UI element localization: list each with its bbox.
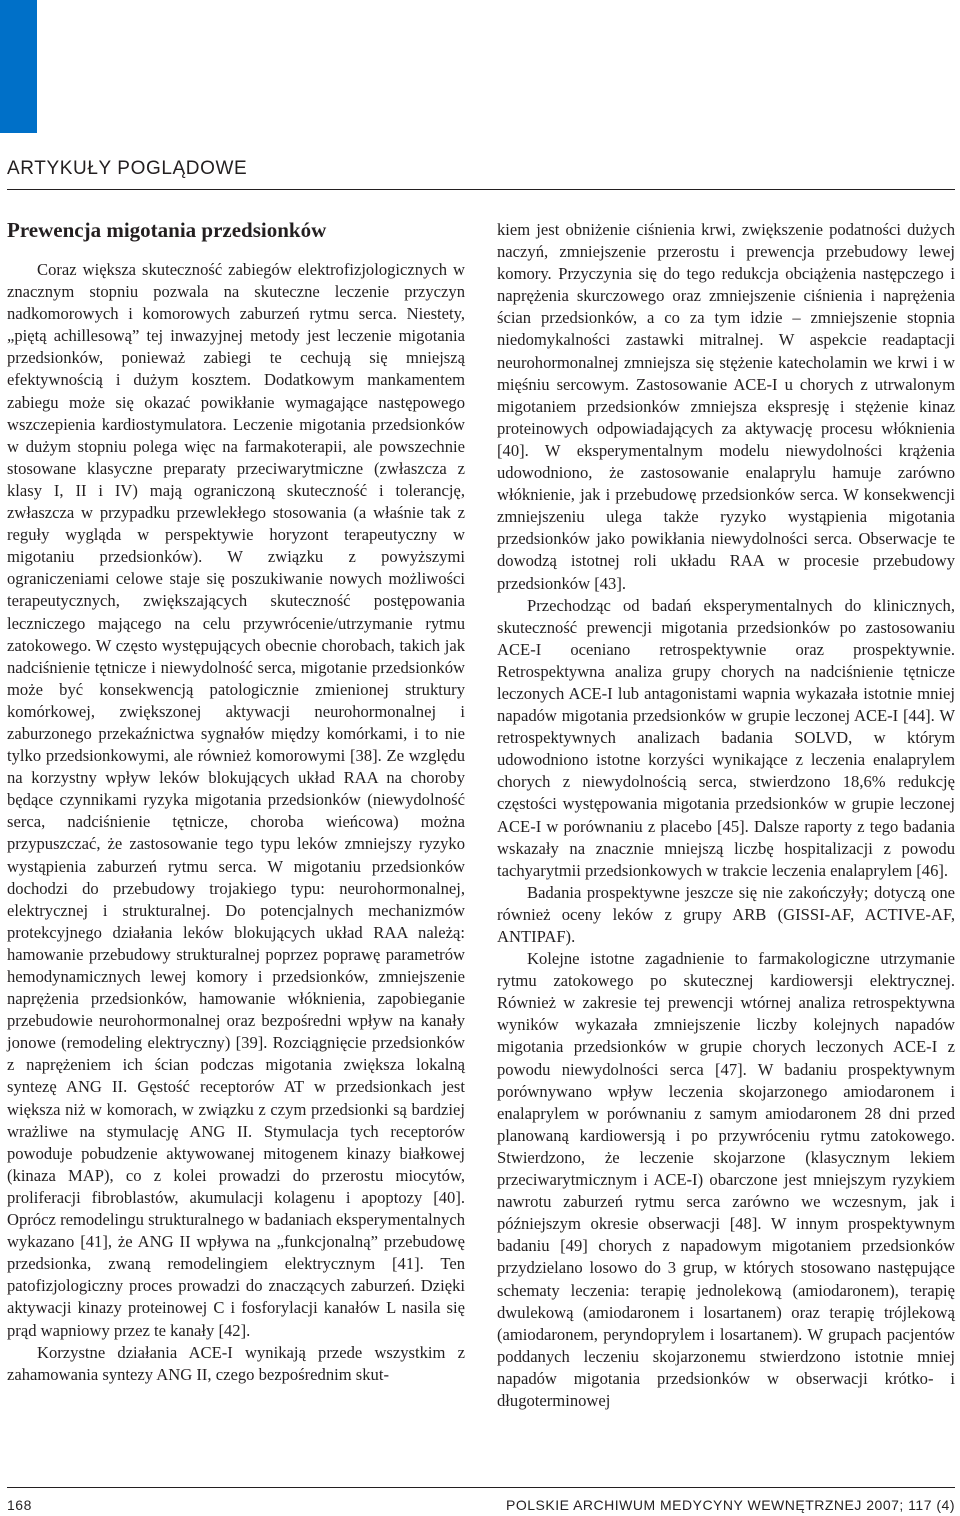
journal-color-tab	[0, 0, 37, 133]
paragraph: Coraz większa skuteczność zabiegów elektrofizjologicznych w znacznym stopniu pozwala na skuteczne leczenie przyczyn nadkomorowych i komorowych zaburzeń rytmu serca. Niestety, „piętą achillesową” tej inwazyjnej metody jest leczenie migotania przedsionków, ponieważ zabiegi te cechują się mniejszą efektywnością i dużym kosztem. Dodatkowym mankamentem zabiegu może się okazać powikłanie wymagające następowego wszczepienia kardiostymulatora. Leczenie migotania przedsionków w dużym stopniu polega więc na farmakoterapii, ale powszechnie stosowane klasyczne preparaty przeciwarytmiczne (zwłaszcza z klasy I, II i IV) mają ograniczoną skuteczność i tolerancję, zwłaszcza w przypadku przewlekłego stosowania (a właśnie tak z reguły wygląda w perspektywie horyzont terapeutyczny w migotaniu przedsionków). W związku z powyższymi ograniczeniami celowe staje się poszukiwanie nowych możliwości terapeutycznych, zwiększających skuteczność postępowania leczniczego mającego na celu przywrócenie/utrzymanie rytmu zatokowego. W często występujących obecnie chorobach, takich jak nadciśnienie tętnicze i niewydolność serca, migotanie przedsionków może być konsekwencją patologicznie zmienionej struktury komórkowej, zwiększonej aktywacji neurohormonalnej i zaburzonego przekaźnictwa sygnałów między komórkami, i to nie tylko przedsionkowymi, ale również komorowymi [38]. Ze względu na korzystny wpływ leków blokujących układ RAA na choroby będące czynnikami ryzyka migotania przedsionków (niewydolność serca, nadciśnienie tętnicze, choroba wieńcowa) można przypuszczać, że zastosowanie tego typu leków zmniejszy ryzyko wystąpienia zaburzeń rytmu serca. W migotaniu przedsionków dochodzi do przebudowy trojakiego typu: neurohormonalnej, elektrycznej i strukturalnej. Do potencjalnych mechanizmów protekcyjnego działania leków blokujących układ RAA należą: hamowanie przebudowy strukturalnej poprzez poprawę parametrów hemodynamicznych lewej komory i przedsionków, zmniejszenie naprężenia przedsionków, hamowanie włóknienia, zapobieganie przebudowie neurohormonalnej oraz bezpośredni wpływ na kanały jonowe (remodeling elektryczny) [39]. Rozciągnięcie przedsionków z naprężeniem ich ścian podczas migotania zwiększa lokalną syntezę ANG II. Gęstość receptorów AT w przedsionkach jest większa niż w komorach, w związku z czym przedsionki są bardziej wrażliwe na stymulację ANG II. Stymulacja tych receptorów powoduje pobudzenie aktywowanej mitogenem kinazy białkowej (kinaza MAP), co z kolei prowadzi do przerostu miocytów, proliferacji fibroblastów, akumulacji kolagenu i apoptozy [40]. Oprócz remodelingu strukturalnego w badaniach eksperymentalnych wykazano [41], że ANG II wpływa na „funkcjonalną” przebudowę przedsionka, zwaną remodelingiem elektrycznym [41]. Ten patofizjologiczny proces prowadzi do znaczących zaburzeń. Dzięki aktywacji kinazy proteinowej C i fosforylacji kanałów L nasila się prąd wapniowy przez te kanały [42].	[7, 260, 465, 1340]
paragraph: Badania prospektywne jeszcze się nie zakończyły; dotyczą one również oceny leków z grupy ARB (GISSI-AF, ACTIVE-AF, ANTIPAF).	[497, 882, 955, 946]
left-column	[7, 217, 465, 1386]
page-number: 168	[7, 1497, 32, 1513]
section-label: ARTYKUŁY POGLĄDOWE	[7, 158, 248, 179]
header-rule	[7, 189, 955, 190]
paragraph: Korzystne działania ACE-I wynikają przede wszystkim z zahamowania syntezy ANG II, czego bezpośrednim skut-	[7, 1342, 465, 1384]
paragraph: Przechodząc od badań eksperymentalnych do klinicznych, skuteczność prewencji migotania przedsionków po zastosowaniu ACE-I oceniano retrospektywnie oraz prospektywnie. Retrospektywna analiza grupy chorych na nadciśnienie tętnicze leczonych ACE-I lub antagonistami wapnia wykazała istotnie mniej napadów migotania przedsionków w grupie leczonej ACE-I [44]. W retrospektywnych analizach badania SOLVD, w którym udowodniono istotne korzyści wynikające z leczenia enalaprylem chorych z niewydolnością serca, stwierdzono 18,6% redukcję częstości występowania migotania przedsionków w grupie leczonej ACE-I w porównaniu z placebo [45]. Dalsze raporty z tego badania wskazały na znacznie mniejszą liczbę hospitalizacji z powodu tachyarytmii przedsionkowych w trakcie leczenia enalaprylem [46].	[497, 595, 955, 880]
page-footer	[7, 1497, 955, 1513]
paragraph: Kolejne istotne zagadnienie to farmakologiczne utrzymanie rytmu zatokowego po skutecznej kardiowersji elektrycznej. Również w zakresie tej prewencji wtórnej analiza retrospektywna wyników wykazała zmniejszenie liczby kolejnych napadów migotania przedsionków w grupie chorych leczonych ACE-I z powodu niewydolności serca [47]. W badaniu prospektywnym porównywano wpływ leczenia skojarzonego amiodaronem i enalaprylem w porównaniu z samym amiodaronem 28 dni przed planowaną kardiowersją i po przywróceniu rytmu zatokowego. Stwierdzono, że leczenie skojarzone (klasycznym lekiem przeciwarytmicznym i ACE-I) obarczone jest mniejszym ryzykiem nawrotu zaburzeń rytmu serca zarówno we wczesnym, jak i późniejszym okresie obserwacji [48]. W innym prospektywnym badaniu [49] chorych z napadowym migotaniem przedsionków przydzielano losowo do 3 grup, w których stosowano następujące schematy leczenia: terapię jednolekową (amiodaronem), terapię dwulekową (amiodaronem i losartanem) oraz terapię trójlekową (amiodaronem, peryndoprylem i losartanem). W grupach pacjentów poddanych leczeniu skojarzonemu stwierdzono istotnie mniej napadów migotania przedsionków w obserwacji krótko- i długoterminowej	[497, 949, 955, 1410]
footer-rule	[7, 1487, 955, 1488]
journal-citation: POLSKIE ARCHIWUM MEDYCYNY WEWNĘTRZNEJ 2007; 117 (4)	[506, 1497, 955, 1513]
article-title: Prewencja migotania przedsionków	[7, 218, 327, 242]
right-column	[497, 219, 955, 1412]
paragraph: kiem jest obniżenie ciśnienia krwi, zwiększenie podatności dużych naczyń, zmniejszenie przerostu i prewencja przebudowy lewej komory. Przyczynia się do tego redukcja obciążenia następczego i naprężenia skurczowego oraz zmniejszenie ciśnienia i naprężenia ścian przedsionków, a co za tym idzie – zmniejszenie stopnia niedomykalności zastawki mitralnej. W aspekcie readaptacji neurohormonalnej zmniejsza się stężenie katecholamin we krwi i w mięśniu sercowym. Zastosowanie ACE-I u chorych z utrwalonym migotaniem przedsionków zmniejsza ekspresję i stężenie kinaz proteinowych odpowiadających za aktywację procesu włóknienia [40]. W eksperymentalnym modelu niewydolności krążenia udowodniono, że zastosowanie enalaprylu hamuje zarówno włóknienie, jak i przebudowę przedsionków serca. W konsekwencji zmniejszeniu ulega także ryzyko wystąpienia migotania przedsionków jako powikłania niewydolności serca. Obserwacje te dowodzą istotnej roli układu RAA w procesie przebudowy przedsionków [43].	[497, 220, 955, 593]
